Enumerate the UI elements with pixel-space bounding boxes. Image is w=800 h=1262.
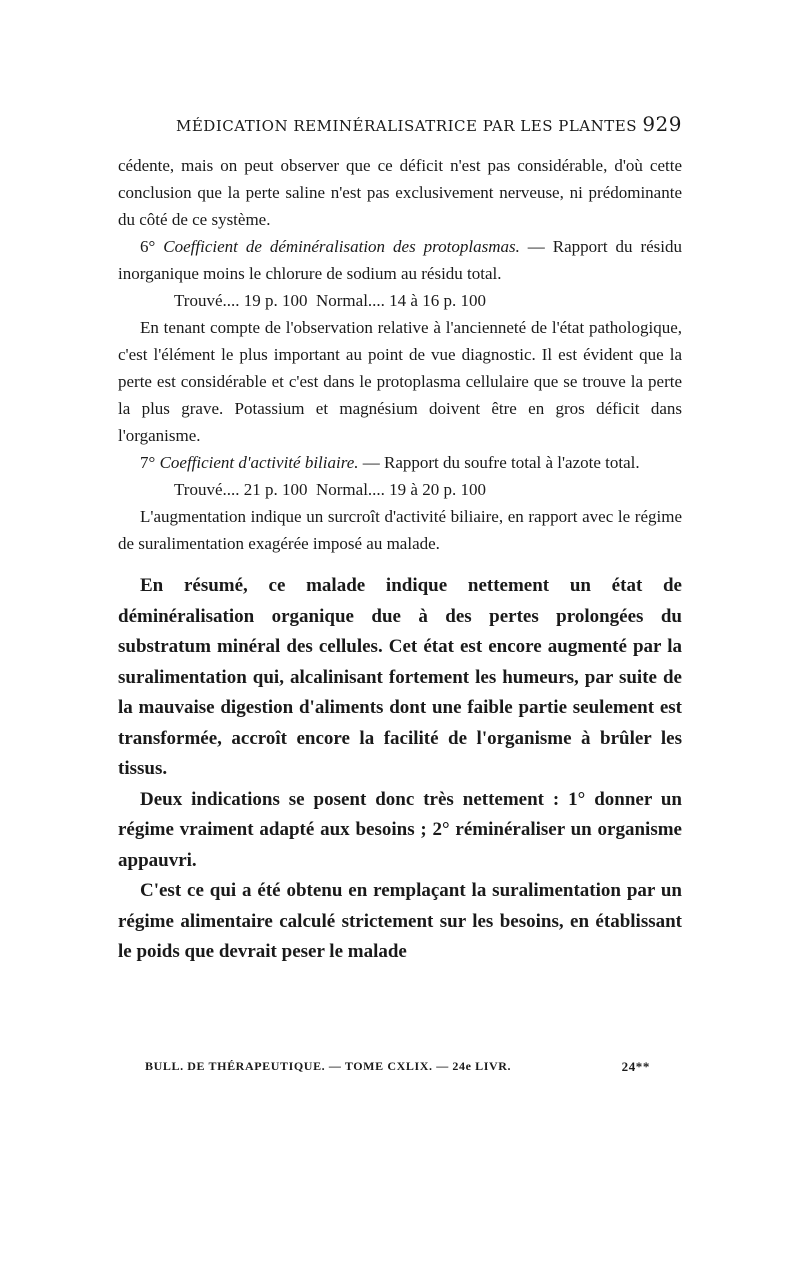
page-footer	[145, 1059, 650, 1075]
footer-text: BULL. DE THÉRAPEUTIQUE. — TOME CXLIX. — 24e LIVR.	[145, 1059, 512, 1073]
signature-mark: 24**	[621, 1059, 650, 1074]
paragraph: L'augmentation indique un surcroît d'activité biliaire, en rapport avec le régime de suralimentation exagérée imposé au malade.	[118, 507, 682, 553]
section-number: 7°	[140, 453, 156, 472]
measurement-line: Trouvé.... 21 p. 100 Normal.... 19 à 20 p. 100	[174, 480, 486, 499]
section-title: Coefficient de déminéralisation des protoplasmas.	[163, 237, 520, 256]
running-title: MÉDICATION REMINÉRALISATRICE PAR LES PLANTES	[176, 117, 637, 135]
paragraph	[118, 449, 682, 476]
paragraph: En tenant compte de l'observation relative à l'ancienneté de l'état pathologique, c'est l'élément le plus important au point de vue diagnostic. Il est évident que la perte est considérable et c'est dans le protoplasma cellulaire que se trouve la perte la plus grave. Potassium et magnésium doivent être en gros déficit dans l'organisme.	[118, 318, 682, 445]
section-gap	[118, 557, 682, 571]
large-text-section	[118, 571, 682, 968]
paragraph: cédente, mais on peut observer que ce déficit n'est pas considérable, d'où cette conclusion que la perte saline n'est pas exclusivement nerveuse, ni prédominante du côté de ce système.	[118, 156, 682, 229]
small-text-section	[118, 152, 682, 557]
paragraph-text: — Rapport du soufre total à l'azote total.	[358, 453, 640, 472]
paragraph: Deux indications se posent donc très nettement : 1° donner un régime vraiment adapté aux besoins ; 2° réminéraliser un organisme appauvri.	[118, 788, 682, 871]
paragraph	[118, 233, 682, 287]
book-page	[118, 112, 682, 968]
page-number: 929	[642, 112, 682, 136]
paragraph: En résumé, ce malade indique nettement un état de déminéralisation organique due à des pertes prolongées du substratum minéral des cellules. Cet état est encore augmenté par la suralimentation qui, alcalinisant fortement les humeurs, par suite de la mauvaise digestion d'aliments dont une faible partie seulement est transformée, accroît encore la facilité de l'organisme à brûler les tissus.	[118, 575, 682, 779]
section-title: Coefficient d'activité biliaire.	[159, 453, 359, 472]
paragraph: C'est ce qui a été obtenu en remplaçant la suralimentation par un régime alimentaire calculé strictement sur les besoins, en établissant le poids que devrait peser le malade	[118, 880, 682, 962]
paragraph-text: — Rapport du résidu inorganique moins le chlorure de sodium au résidu total.	[118, 237, 683, 283]
section-number: 6°	[140, 237, 156, 256]
running-head	[118, 112, 682, 152]
measurement-line: Trouvé.... 19 p. 100 Normal.... 14 à 16 p. 100	[174, 291, 486, 310]
